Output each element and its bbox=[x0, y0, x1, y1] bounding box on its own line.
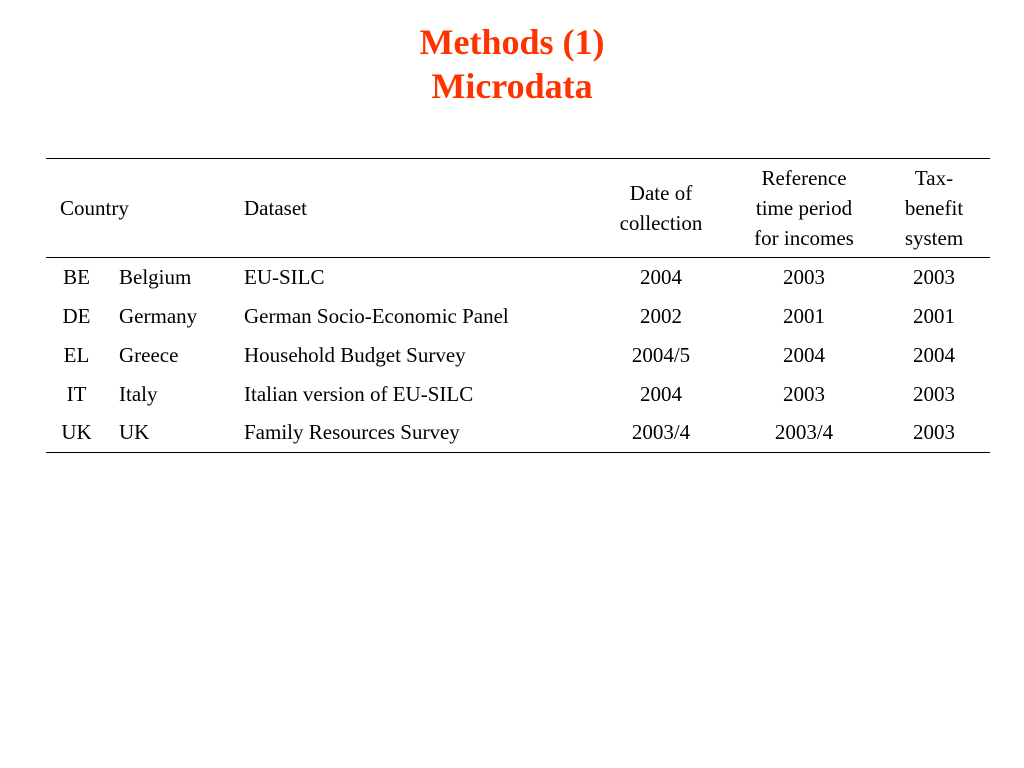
dataset-cell: Italian version of EU-SILC bbox=[244, 381, 474, 406]
header-date-line-1: Date of bbox=[629, 181, 693, 205]
date-cell: 2004/5 bbox=[631, 342, 691, 367]
date-cell: 2004 bbox=[640, 381, 682, 406]
table-row bbox=[46, 297, 990, 336]
country-code-cell: DE bbox=[62, 303, 91, 328]
date-cell: 2003/4 bbox=[631, 420, 691, 445]
system-cell: 2003 bbox=[913, 420, 955, 445]
country-name-cell: Belgium bbox=[119, 264, 192, 289]
table-row bbox=[46, 336, 990, 375]
reference-cell: 2004 bbox=[783, 342, 825, 367]
reference-cell: 2003 bbox=[783, 381, 825, 406]
header-tax-line-3: system bbox=[904, 226, 964, 250]
table-row bbox=[46, 414, 990, 453]
header-tax-line-1: Tax- bbox=[914, 166, 954, 190]
header-reference-period bbox=[730, 159, 878, 258]
header-date-of-collection bbox=[592, 159, 730, 258]
reference-cell: 2003/4 bbox=[774, 420, 834, 445]
microdata-table bbox=[46, 158, 990, 453]
header-reference-line-3: for incomes bbox=[754, 226, 854, 250]
dataset-cell: Household Budget Survey bbox=[244, 342, 466, 367]
table-row bbox=[46, 375, 990, 414]
country-name-cell: Greece bbox=[119, 342, 179, 367]
header-country: Country bbox=[60, 196, 129, 220]
header-tax-line-2: benefit bbox=[904, 196, 964, 220]
date-cell: 2004 bbox=[640, 264, 682, 289]
header-reference-line-2: time period bbox=[755, 196, 853, 220]
slide-title bbox=[0, 20, 1024, 108]
table-header-row bbox=[46, 159, 990, 258]
country-code-cell: BE bbox=[63, 264, 90, 289]
header-dataset: Dataset bbox=[244, 196, 307, 220]
system-cell: 2001 bbox=[913, 303, 955, 328]
country-name-cell: UK bbox=[119, 420, 150, 445]
country-name-cell: Italy bbox=[119, 381, 158, 406]
header-tax-benefit-system bbox=[878, 159, 990, 258]
date-cell: 2002 bbox=[640, 303, 682, 328]
system-cell: 2003 bbox=[913, 264, 955, 289]
system-cell: 2004 bbox=[913, 342, 955, 367]
header-date-line-2: collection bbox=[619, 211, 703, 235]
title-line-1: Methods (1) bbox=[419, 22, 605, 62]
dataset-cell: EU-SILC bbox=[244, 264, 325, 289]
country-name-cell: Germany bbox=[119, 303, 198, 328]
reference-cell: 2001 bbox=[783, 303, 825, 328]
title-line-2: Microdata bbox=[431, 66, 593, 106]
header-reference-line-1: Reference bbox=[761, 166, 847, 190]
dataset-cell: German Socio-Economic Panel bbox=[244, 303, 509, 328]
country-code-cell: IT bbox=[66, 381, 87, 406]
table-row bbox=[46, 258, 990, 297]
dataset-cell: Family Resources Survey bbox=[244, 420, 460, 445]
system-cell: 2003 bbox=[913, 381, 955, 406]
country-code-cell: UK bbox=[61, 420, 92, 445]
country-code-cell: EL bbox=[63, 342, 90, 367]
reference-cell: 2003 bbox=[783, 264, 825, 289]
